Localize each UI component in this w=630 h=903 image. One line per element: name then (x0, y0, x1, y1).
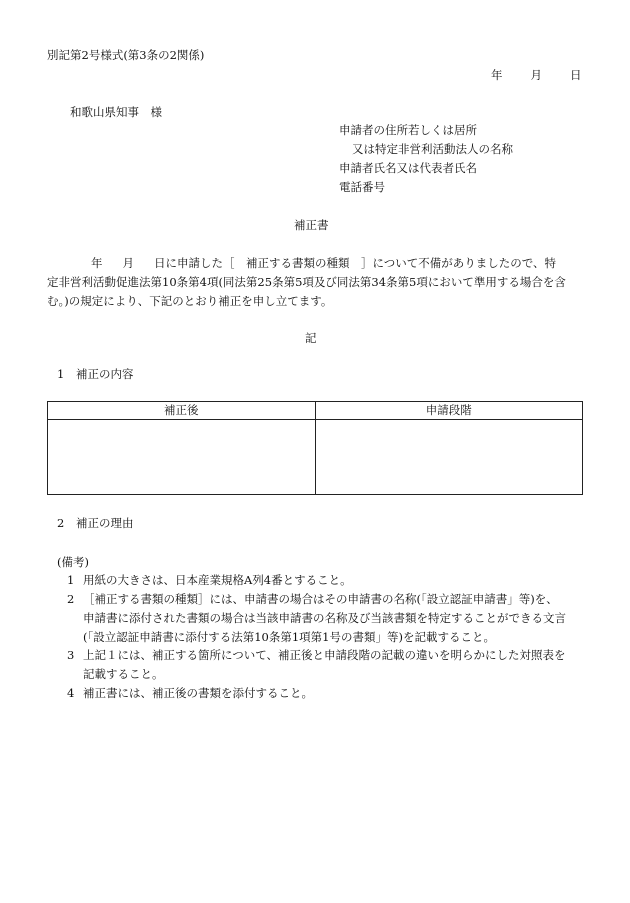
date-line (491, 70, 582, 82)
table-row (48, 420, 583, 495)
applicant-corporation-name-label: 又は特定非営利活動法人の名称 (352, 142, 513, 156)
date-day-label: 日 (570, 68, 582, 82)
section-2-number: 2 (57, 516, 65, 530)
note-2-line-3: (「設立認証申請書に添付する法第10条第1項第1号の書類」等)を記載すること。 (83, 630, 495, 644)
addressee: 和歌山県知事 様 (70, 105, 162, 119)
date-year-label: 年 (491, 68, 503, 82)
comparison-table (47, 401, 583, 495)
body-line-1 (47, 258, 556, 270)
applicant-name-label: 申請者氏名又は代表者氏名 (339, 161, 477, 175)
body-month-label: 月 (122, 256, 134, 270)
note-2-line-1: ［補正する書類の種類］には、申請書の場合はその申請書の名称(「設立認証申請書」等)を、 (83, 592, 558, 606)
body-line-2: 定非営利活動促進法第10条第4項(同法第25条第5項及び同法第34条第5項において準用する場合を含 (47, 275, 566, 289)
cell-after-correction[interactable] (48, 420, 316, 495)
body-year-label: 年 (91, 256, 103, 270)
note-4-number: 4 (67, 686, 75, 700)
applicant-address-label: 申請者の住所若しくは居所 (339, 123, 477, 137)
notes-title: (備考) (57, 555, 89, 569)
note-3-line-2: 記載すること。 (83, 667, 164, 681)
column-header-application-stage: 申請段階 (315, 402, 583, 420)
note-2-line-2: 申請書に添付された書類の場合は当該申請書の名称及び当該書類を特定することができる文言 (83, 611, 566, 625)
date-month-label: 月 (530, 68, 542, 82)
note-3-line-1: 上記１には、補正する箇所について、補正後と申請段階の記載の違いを明らかにした対照表を (83, 648, 566, 662)
applicant-phone-label: 電話番号 (339, 180, 385, 194)
body-line-3: む。)の規定により、下記のとおり補正を申し立てます。 (47, 294, 333, 308)
note-3 (67, 650, 566, 662)
note-2-number: 2 (67, 592, 75, 606)
body-line-1-text: 日に申請した［ 補正する書類の種類 ］について不備がありましたので、特 (154, 256, 557, 270)
form-number: 別記第2号様式(第3条の2関係) (47, 48, 205, 62)
note-1-number: 1 (67, 573, 75, 587)
note-3-number: 3 (67, 648, 75, 662)
section-1-heading (57, 369, 134, 381)
note-1 (67, 575, 352, 587)
document-title: 補正書 (294, 218, 329, 232)
column-header-after-correction: 補正後 (48, 402, 316, 420)
cell-application-stage[interactable] (315, 420, 583, 495)
ki-heading: 記 (305, 331, 317, 345)
section-1-number: 1 (57, 367, 65, 381)
note-1-line-1: 用紙の大きさは、日本産業規格A列4番とすること。 (83, 573, 352, 587)
note-4-line-1: 補正書には、補正後の書類を添付すること。 (83, 686, 313, 700)
section-1-label: 補正の内容 (76, 367, 134, 381)
note-2 (67, 594, 558, 606)
table-header-row (48, 402, 583, 420)
section-2-heading (57, 518, 134, 530)
note-4 (67, 688, 313, 700)
section-2-label: 補正の理由 (76, 516, 134, 530)
